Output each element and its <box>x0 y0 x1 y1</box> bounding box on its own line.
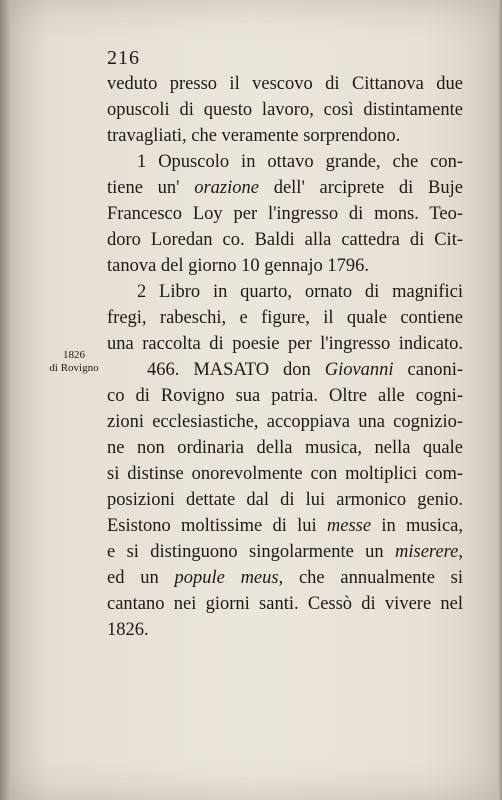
text-line <box>107 175 463 201</box>
text-segment: e si distinguono singolarmente un <box>107 542 396 562</box>
text-line: cantano nei giorni santi. Cessò di vivere nel <box>107 594 463 614</box>
text-line: co di Rovigno sua patria. Oltre alle cogni- <box>107 386 463 406</box>
text-line: travagliati, che veramente sorprendono. <box>107 126 401 146</box>
text-line: veduto presso il vescovo di Cittanova due <box>107 74 463 94</box>
italic-term-popule-meus: popule meus <box>174 568 279 588</box>
text-line: 1 Opuscolo in ottavo grande, che con- <box>137 152 463 172</box>
margin-note-place: di Rovigno <box>49 362 99 374</box>
text-line: opuscoli di questo lavoro, così distintamente <box>107 100 463 120</box>
margin-note-year: 1826 <box>63 349 85 361</box>
text-line: doro Loredan co. Baldi alla cattedra di Cit- <box>107 230 463 250</box>
page-right-edge <box>497 0 502 800</box>
margin-note <box>46 349 102 375</box>
text-segment: Esistono moltissime di lui <box>107 516 327 536</box>
text-line <box>107 565 463 591</box>
entry-heading-line <box>107 357 463 383</box>
text-segment: in musica, <box>371 516 463 536</box>
text-segment: tiene un' <box>107 178 195 198</box>
text-line: tanova del giorno 10 gennajo 1796. <box>107 256 370 276</box>
text-segment: , che annualmente si <box>278 568 463 588</box>
text-line <box>107 539 463 565</box>
text-line: Francesco Loy per l'ingresso di mons. Teo- <box>107 204 463 224</box>
text-segment: , <box>458 542 463 562</box>
italic-term-messe: messe <box>326 516 372 536</box>
text-line: si distinse onorevolmente con moltiplici com- <box>107 464 463 484</box>
text-segment: dell' arciprete di Buje <box>258 178 463 198</box>
page-left-edge-shadow <box>0 0 10 800</box>
text-line: fregi, rabeschi, e figure, il quale contiene <box>107 308 463 328</box>
text-segment: ed un <box>107 568 175 588</box>
text-segment: 466. MASATO don <box>147 360 325 380</box>
italic-name-giovanni: Giovanni <box>324 360 394 380</box>
italic-term-miserere: miserere <box>395 542 459 562</box>
text-line: posizioni dettate dal di lui armonico genio. <box>107 490 463 510</box>
text-line: 1826. <box>107 620 149 640</box>
text-line: 2 Libro in quarto, ornato di magnifici <box>137 282 463 302</box>
text-segment: canoni- <box>393 360 464 380</box>
text-line: una raccolta di poesie per l'ingresso indicato. <box>107 334 463 354</box>
text-line: zioni ecclesiastiche, accoppiava una cognizio- <box>107 412 463 432</box>
text-line <box>107 513 463 539</box>
body-text <box>107 71 463 643</box>
page-number: 216 <box>107 47 140 69</box>
italic-term-orazione: orazione <box>194 178 259 198</box>
text-line: ne non ordinaria della musica, nella quale <box>107 438 463 458</box>
